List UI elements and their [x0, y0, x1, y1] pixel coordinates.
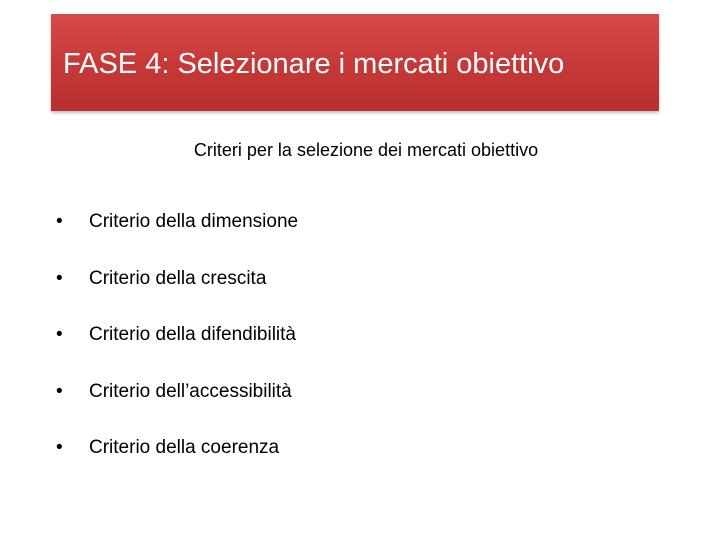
- bullet-text: Criterio dell’accessibilità: [89, 380, 292, 402]
- bullet-text: Criterio della coerenza: [89, 437, 280, 459]
- bullet-icon: •: [56, 324, 63, 346]
- bullet-list: [56, 194, 656, 477]
- list-item: [56, 194, 656, 251]
- bullet-icon: •: [56, 211, 63, 233]
- slide-subtitle: Criteri per la selezione dei mercati obiettivo: [193, 140, 539, 160]
- bullet-text: Criterio della dimensione: [89, 211, 299, 233]
- title-banner: [51, 14, 659, 111]
- bullet-text: Criterio della difendibilità: [89, 324, 296, 346]
- list-item: [56, 420, 656, 477]
- list-item: [56, 307, 656, 364]
- list-item: [56, 251, 656, 308]
- bullet-icon: •: [56, 267, 63, 289]
- bullet-text: Criterio della crescita: [89, 267, 267, 289]
- bullet-icon: •: [56, 437, 63, 459]
- bullet-icon: •: [56, 380, 63, 402]
- list-item: [56, 364, 656, 421]
- slide-title: FASE 4: Selezionare i mercati obiettivo: [63, 48, 565, 80]
